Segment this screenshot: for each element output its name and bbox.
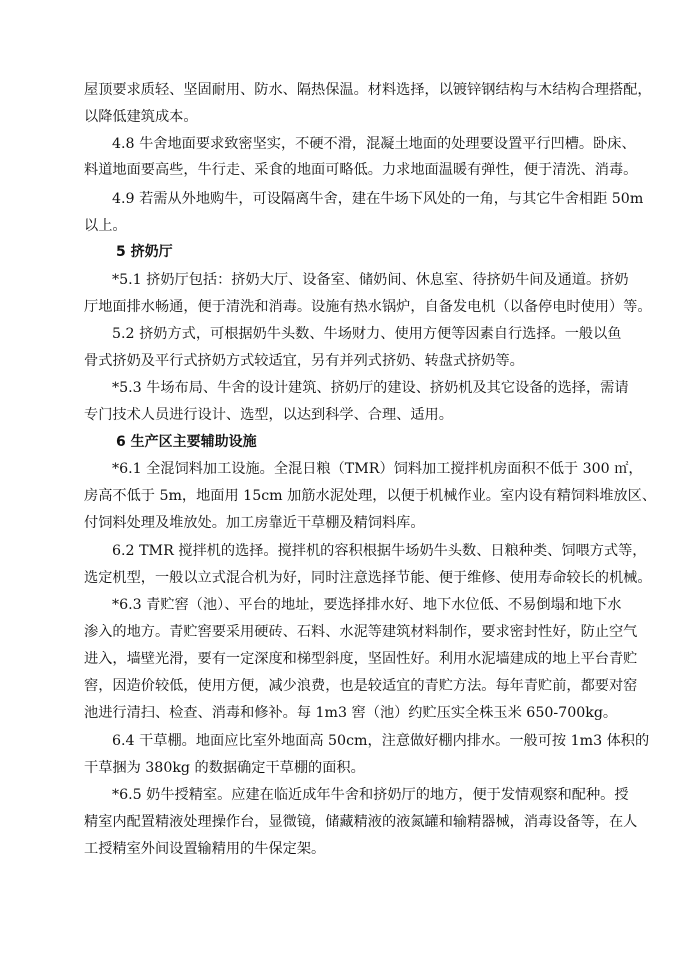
paragraph-line: 干草捆为 380kg 的数据确定干草棚的面积。	[84, 760, 365, 776]
paragraph-line: 屋顶要求质轻、坚固耐用、防水、隔热保温。材料选择，以镀锌钢结构与木结构合理搭配，	[84, 82, 652, 98]
paragraph-line: 厅地面排水畅通，便于清洗和消毒。设施有热水锅炉，自备发电机（以备停电时使用）等。	[84, 299, 652, 315]
paragraph-6-2-line: 6.2 TMR 搅拌机的选择。搅拌机的容积根据牛场奶牛头数、日粮种类、饲喂方式等，	[112, 543, 647, 559]
paragraph-line: 付饲料处理及堆放处。加工房靠近干草棚及精饲料库。	[84, 515, 425, 531]
paragraph-line: 池进行清扫、检查、消毒和修补。每 1m3 窖（池）约贮压实全株玉米 650-700kg。	[84, 705, 618, 721]
paragraph-line: 专门技术人员进行设计、选型，以达到科学、合理、适用。	[84, 407, 453, 423]
paragraph-5-1-line: *5.1 挤奶厅包括：挤奶大厅、设备室、储奶间、休息室、待挤奶牛间及通道。挤奶	[112, 272, 629, 288]
paragraph-line: 窖，因造价较低，使用方便，减少浪费，也是较适宜的青贮方法。每年青贮前，都要对窑	[84, 678, 638, 694]
paragraph-line: 进入，墙壁光滑，要有一定深度和梯型斜度，坚固性好。利用水泥墙建成的地上平台青贮	[84, 651, 638, 667]
paragraph-line: 渗入的地方。青贮窖要采用硬砖、石料、水泥等建筑材料制作，要求密封性好，防止空气	[84, 624, 638, 640]
section-heading-6: 6 生产区主要辅助设施	[116, 434, 257, 450]
paragraph-6-1-line: *6.1 全混饲料加工设施。全混日粮（TMR）饲料加工搅拌机房面积不低于 300 ㎡，	[112, 461, 643, 477]
paragraph-line: 工授精室外间设置输精用的牛保定架。	[84, 841, 326, 857]
paragraph-line: 骨式挤奶及平行式挤奶方式较适宜，另有并列式挤奶、转盘式挤奶等。	[84, 353, 524, 369]
paragraph-6-5-line: *6.5 奶牛授精室。应建在临近成年牛舍和挤奶厅的地方，便于发情观察和配种。授	[112, 787, 629, 803]
paragraph-4-8-line: 4.8 牛舍地面要求致密坚实，不硬不滑，混凝土地面的处理要设置平行凹槽。卧床、	[112, 136, 636, 152]
paragraph-6-4-line: 6.4 干草棚。地面应比室外地面高 50cm，注意做好棚内排水。一般可按 1m3 体积的	[112, 733, 650, 749]
paragraph-line: 以上。	[84, 218, 127, 234]
paragraph-5-3-line: *5.3 牛场布局、牛舍的设计建筑、挤奶厅的建设、挤奶机及其它设备的选择，需请	[112, 380, 629, 396]
paragraph-line: 料道地面要高些，牛行走、采食的地面可略低。力求地面温暖有弹性，便于清洗、消毒。	[84, 162, 638, 178]
paragraph-5-2-line: 5.2 挤奶方式，可根据奶牛头数、牛场财力、使用方便等因素自行选择。一般以鱼	[112, 326, 622, 342]
paragraph-6-3-line: *6.3 青贮窖（池）、平台的地址，要选择排水好、地下水位低、不易倒塌和地下水	[112, 597, 622, 613]
paragraph-line: 精室内配置精液处理操作台，显微镜，储藏精液的液氮罐和输精器械，消毒设备等，在人	[84, 814, 638, 830]
paragraph-line: 房高不低于 5m，地面用 15cm 加筋水泥处理，以便于机械作业。室内设有精饲料堆放区、	[84, 488, 657, 504]
section-heading-5: 5 挤奶厅	[116, 244, 173, 260]
paragraph-4-9-line: 4.9 若需从外地购牛，可设隔离牛舍，建在牛场下风处的一角，与其它牛舍相距 50m	[112, 191, 644, 207]
paragraph-line: 选定机型，一般以立式混合机为好，同时注意选择节能、便于维修、使用寿命较长的机械。	[84, 570, 652, 586]
paragraph-line: 以降低建筑成本。	[84, 109, 198, 125]
